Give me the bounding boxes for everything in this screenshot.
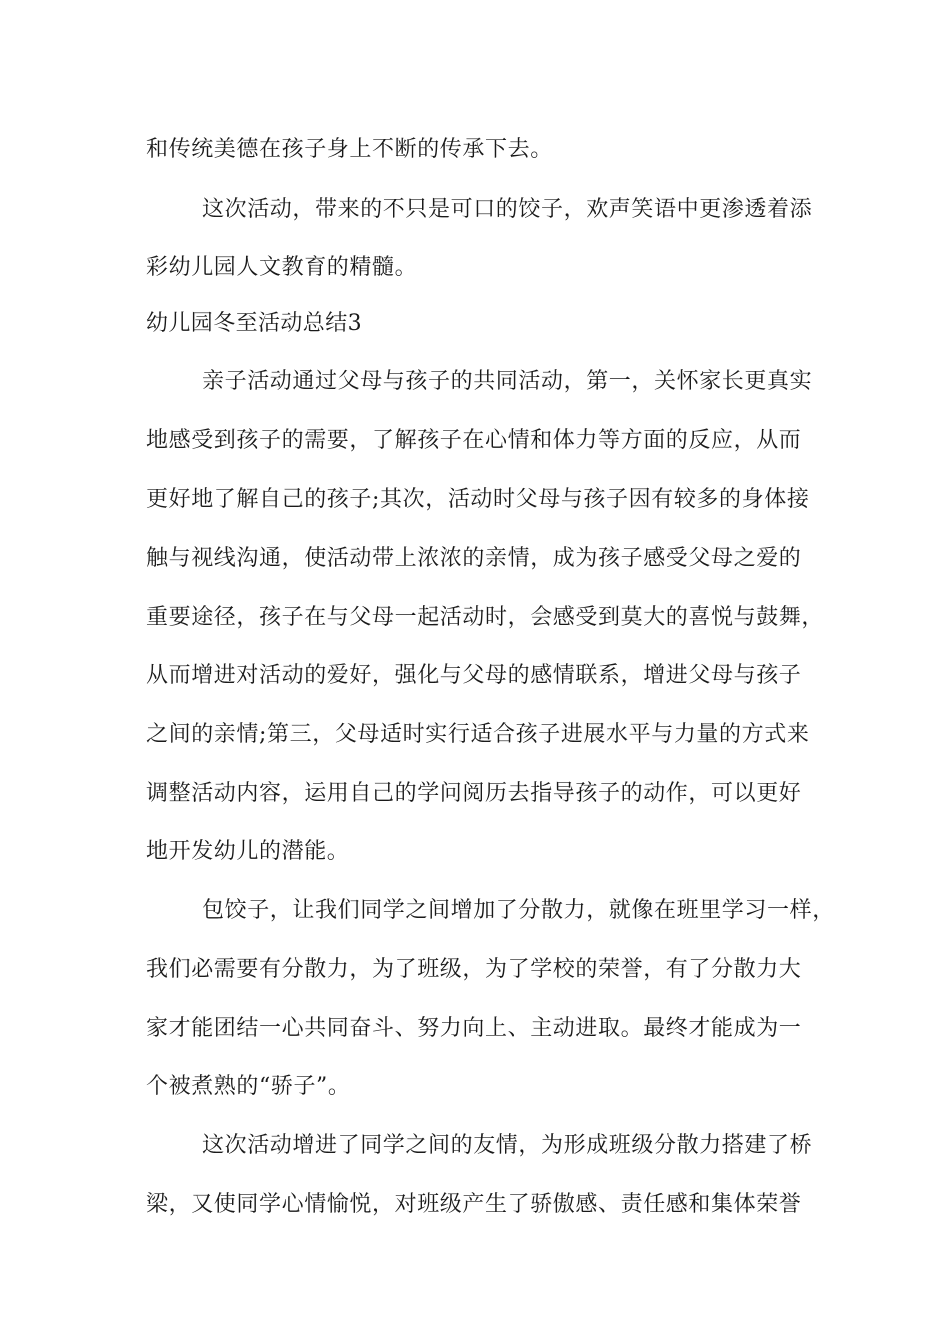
paragraph-line: 梁，又使同学心情愉悦，对班级产生了骄傲感、责任感和集体荣誉 bbox=[146, 1192, 802, 1217]
section-heading: 幼儿园冬至活动总结3 bbox=[146, 311, 362, 336]
paragraph-line: 和传统美德在孩子身上不断的传承下去。 bbox=[146, 137, 553, 162]
paragraph-line: 彩幼儿园人文教育的精髓。 bbox=[146, 255, 418, 280]
paragraph-line: 个被煮熟的“骄子”。 bbox=[146, 1074, 351, 1099]
paragraph-line: 这次活动，带来的不只是可口的饺子，欢声笑语中更渗透着添 bbox=[202, 197, 813, 222]
paragraph-line: 重要途径，孩子在与父母一起活动时，会感受到莫大的喜悦与鼓舞， bbox=[146, 605, 825, 630]
paragraph-line: 亲子活动通过父母与孩子的共同活动，第一，关怀家长更真实 bbox=[202, 369, 813, 394]
paragraph-line: 地感受到孩子的需要，了解孩子在心情和体力等方面的反应，从而 bbox=[146, 428, 802, 453]
paragraph-line: 更好地了解自己的孩子;其次，活动时父母与孩子因有较多的身体接 bbox=[146, 487, 810, 512]
paragraph-line: 地开发幼儿的潜能。 bbox=[146, 839, 350, 864]
paragraph-line: 触与视线沟通，使活动带上浓浓的亲情，成为孩子感受父母之爱的 bbox=[146, 546, 802, 571]
paragraph-line: 从而增进对活动的爱好，强化与父母的感情联系，增进父母与孩子 bbox=[146, 663, 802, 688]
paragraph-line: 家才能团结一心共同奋斗、努力向上、主动进取。最终才能成为一 bbox=[146, 1016, 802, 1041]
paragraph-line: 我们必需要有分散力，为了班级，为了学校的荣誉，有了分散力大 bbox=[146, 957, 802, 982]
paragraph-line: 这次活动增进了同学之间的友情，为形成班级分散力搭建了桥 bbox=[202, 1133, 813, 1158]
paragraph-line: 调整活动内容，运用自己的学问阅历去指导孩子的动作，可以更好 bbox=[146, 781, 802, 806]
paragraph-line: 之间的亲情;第三，父母适时实行适合孩子进展水平与力量的方式来 bbox=[146, 722, 810, 747]
paragraph-line: 包饺子，让我们同学之间增加了分散力，就像在班里学习一样， bbox=[202, 898, 835, 923]
